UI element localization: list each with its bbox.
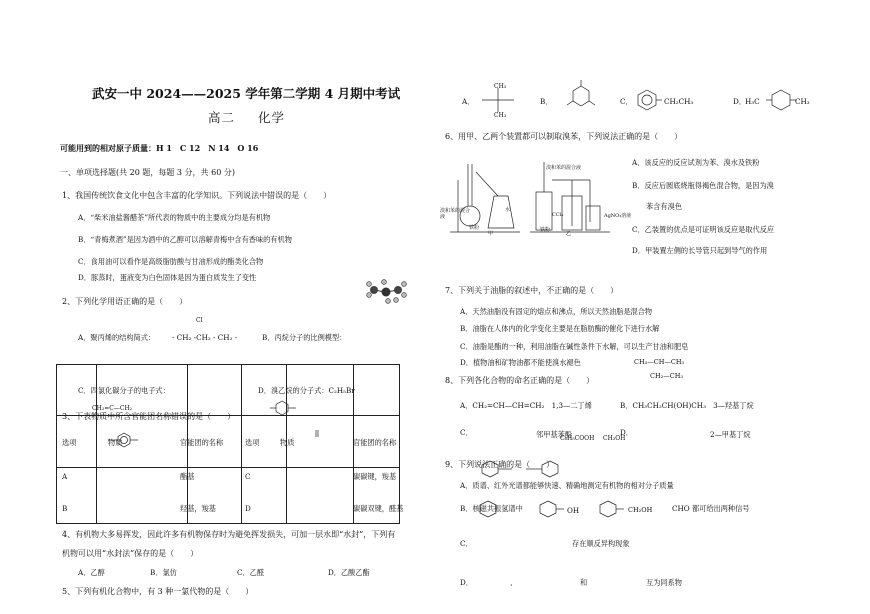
q3-row-b-group: 羟基，羧基 (180, 504, 216, 513)
q3-row-d-option: D (245, 504, 251, 513)
exam-title: 武安一中 2024——2025 学年第二学期 4 月期中考试 (92, 86, 401, 101)
q3-row-c-group: 碳碳键，羧基 (353, 472, 397, 481)
q9-d-mid: 、 (510, 578, 518, 587)
q3-row-c-option: C (245, 472, 251, 481)
q6-option-d: D．甲装置左侧的长导管只起到导气的作用 (632, 246, 768, 255)
q7-option-b: B．油脂在人体内的化学变化主要是在脂肪酶的催化下进行水解 (460, 324, 660, 333)
q2-option-d: D．溴乙烷的分子式：C₂H₅Br (258, 386, 355, 395)
q5-d-left: H₃C (745, 97, 760, 106)
q6-label-iron-2: 铁粉 (540, 227, 551, 233)
q7-option-a: A．天然油脂没有固定的熔点和沸点，所以天然油脂是混合物 (460, 307, 653, 316)
q3-chem-a: CH₂=C—CH₂ (92, 405, 133, 412)
grade-label: 高二 (208, 110, 236, 125)
q1-option-a: A．“柴米油盐酱醋茶”所代表的物质中的主要成分均是有机物 (78, 213, 271, 222)
q6-label-iron-1: 铁粉 (469, 225, 480, 231)
q1-option-d: D．豚蒸时，蛋液变为白色固体是因为蛋白质发生了变性 (78, 273, 257, 282)
q5-d-right: CH₃ (795, 97, 810, 106)
q3-row-a-group: 酯基 (180, 472, 195, 481)
q3-stem: 3、下表物质中所含官能团名称错误的是（ ） (62, 412, 236, 421)
q5-stem: 5、下列有机化合物中，有 3 种一氯代物的是（ ） (62, 587, 254, 596)
q6-label-jia: 甲 (488, 231, 494, 237)
q3-header-group-2: 官能团的名称 (353, 438, 397, 447)
q8-stem: 8、下列各化合物的命名正确的是（ ） (445, 376, 595, 385)
q3-header-substance-2: 物质 (280, 438, 295, 447)
q3-row-a-option: A (62, 472, 68, 481)
q8-d-struct-2: CH₂—CH₃ (650, 372, 683, 380)
q6-label-left: 溴和苯的混合液 (440, 208, 471, 220)
q5-option-d: D． (733, 97, 746, 106)
q5-c-ethyl: CH₂CH₃ (664, 97, 694, 106)
q7-stem: 7、下列关于油脂的叙述中，不正确的是（ ） (445, 286, 619, 295)
propane-model-image (364, 278, 410, 308)
q9-d-and: 和 (580, 578, 588, 587)
q8-option-c: C． (460, 428, 473, 437)
q8-option-b: B．CH₃CH₂CH(OH)CH₃ 3—羟基丁烷 (620, 401, 754, 410)
atomic-masses: 可能用到的相对原子质量：H 1 C 12 N 14 O 16 (60, 143, 259, 153)
q2-a-formula: - CH₂ -CH₂ - CH₂ - (172, 333, 238, 342)
q8-option-d: D． (620, 428, 633, 437)
q8-c-name: 邻甲基苯酚 (536, 430, 572, 439)
q5-a-ch3-bottom: CH₃ (494, 112, 507, 119)
q9-b-ch2oh: CH₂OH (628, 506, 653, 514)
q5-a-ch3-top: CH₃ (494, 83, 507, 90)
q6-stem: 6、用甲、乙两个装置都可以制取溴苯，下列说法正确的是（ ） (445, 132, 683, 141)
q1-option-c: C．食用油可以看作是高级脂肪酸与甘油形成的酯类化合物 (78, 257, 264, 266)
q8-d-name: 2—甲基丁烷 (710, 430, 751, 439)
q4-option-d: D．乙酸乙酯 (328, 568, 370, 577)
q4-option-c: C．乙醛 (237, 568, 265, 577)
q2-option-c: C．四氯化碳分子的电子式： (78, 386, 170, 395)
q9-option-c: C． (460, 539, 473, 548)
q2-option-b: B．丙烷分子的比例模型： (262, 333, 347, 342)
q5-option-a: A． (462, 97, 475, 106)
q6-label-agno3: AgNO₃溶液 (604, 213, 632, 219)
q6-option-c: C．乙装置的优点是可证明该反应是取代反应 (632, 225, 775, 234)
q8-c-label: C₆H₅COOH (560, 435, 595, 442)
q8-d-struct-1: CH₃—CH—CH₃ (634, 358, 685, 366)
q2-a-sub: Cl (196, 317, 203, 324)
q3-benzoic-structure (94, 430, 154, 450)
q4-stem-2: 机物可以用“水封法”保存的是（ ） (62, 549, 199, 558)
q3-header-group: 官能团的名称 (180, 438, 224, 447)
q6-label-yi: 乙 (566, 231, 572, 237)
q3-aldehyde-structure (280, 428, 340, 448)
q9-option-d: D． (460, 578, 473, 587)
q8-c-label-2: CH₃OH (603, 435, 626, 442)
q7-option-d: D．植物油和矿物油都不能使溴水褪色 (460, 358, 581, 367)
q7-option-c: C．油脂是酯的一种，利用油脂在碱性条件下水解，可以生产甘油和肥皂 (460, 342, 689, 351)
q3-header-option-2: 选项 (245, 438, 260, 447)
q4-option-b: B．氯仿 (150, 568, 177, 577)
q6-label-water: 水 (505, 207, 511, 213)
q6-label-ccl4: CCl₄ (552, 212, 564, 218)
q3-phenol-structure (252, 398, 312, 418)
q5-option-b: B． (540, 97, 553, 106)
q6-option-b: B．反应后圆底烧瓶得褐色混合物，是因为溴 (632, 181, 774, 190)
q1-option-b: B．“青梅煮酒”是因为酒中的乙醇可以溶解青梅中含有香味的有机物 (78, 235, 292, 244)
q3-header-substance: 物质 (108, 438, 123, 447)
q1-stem: 1、我国传统饮食文化中包含丰富的化学知识。下列说法中错误的是（ ） (62, 191, 332, 200)
q6-option-a: A．该反应的反应试剂为苯、溴水及铁粉 (632, 158, 760, 167)
q5-b-mesitylene (556, 80, 606, 120)
q3-header-option: 选项 (62, 438, 77, 447)
q9-structure-top (476, 457, 576, 481)
q3-row-b-option: B (62, 504, 68, 513)
q4-stem: 4、有机物大多易挥发，因此许多有机物保存时为避免挥发损失，可加一层水即“水封”，下列有 (62, 530, 396, 539)
q2-option-a: A．聚丙烯的结构简式： (78, 333, 156, 342)
subject-label: 化学 (258, 110, 286, 125)
q6-label-right: 溴和苯的混合液 (546, 165, 582, 171)
section-heading: 一、单项选择题(共 20 题，每题 3 分，共 60 分) (60, 168, 235, 177)
q6-option-b-2: 苯含有溴色 (646, 202, 682, 211)
q9-option-a: A．质谱、红外光谱都能够快速、精确地测定有机物的相对分子质量 (460, 481, 674, 490)
q4-option-a: A．乙醇 (78, 568, 105, 577)
q9-b-oh: OH (567, 506, 580, 515)
q9-b-tail: CHO 都可给出两种信号 (672, 504, 750, 513)
q9-c-tail: 存在顺反异构现象 (572, 539, 630, 548)
q5-option-c: C． (620, 97, 633, 106)
q9-d-tail: 互为同系物 (646, 578, 682, 587)
q2-stem: 2、下列化学用语正确的是（ ） (62, 297, 188, 306)
q9-stem: 9、下列说法正确的是（ ） (445, 460, 555, 469)
q9-option-b: B．核磁共振氢谱中 (460, 504, 523, 513)
q8-option-a: A．CH₂=CH—CH=CH₂ 1,3—二丁烯 (460, 401, 592, 410)
q3-row-d-group: 碳碳双键，醛基 (353, 504, 404, 513)
